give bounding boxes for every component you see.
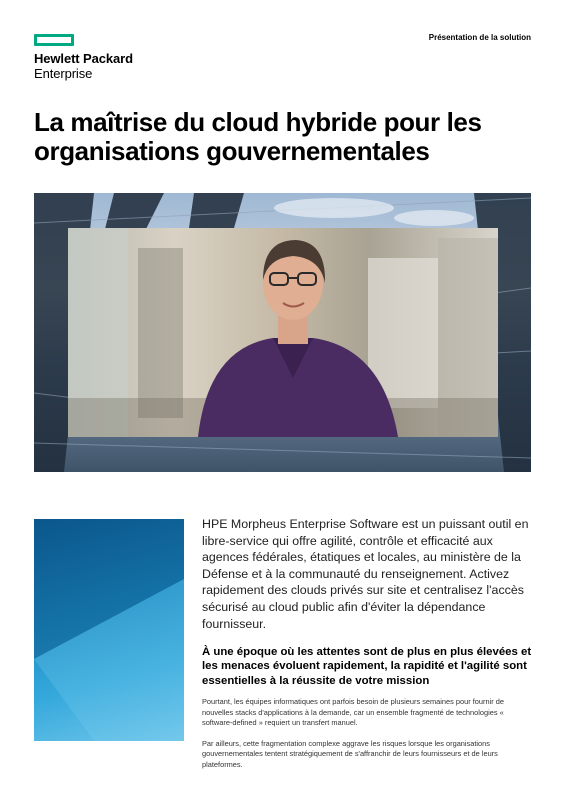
portrait-photo-icon [68, 228, 498, 437]
lead-paragraph: HPE Morpheus Enterprise Software est un puissant outil en libre-service qui offre agilité, contrôle et efficacité aux agences fédérales, étatiques et locales, au ministère de la Défense et à la communauté du renseignement. Activez rapidement des clouds privés sur site et centralisez l'accès sécurisé au cloud public afin d'éviter la dépendance fournisseur. [202, 517, 529, 631]
hpe-element-icon [34, 34, 74, 46]
brand-line2: Enterprise [34, 66, 93, 81]
body-paragraph-1: Pourtant, les équipes informatiques ont parfois besoin de plusieurs semaines pour fournir de nouvelles stacks d'applications à la demande, car un ensemble fragmenté de technologies « software-defined » requiert un transfert manuel. [202, 697, 504, 728]
blue-gradient-graphic [34, 519, 184, 741]
main-content [202, 516, 534, 771]
decorative-blue-panel [34, 519, 184, 741]
page-title [34, 108, 534, 166]
brand-line1: Hewlett Packard [34, 51, 133, 66]
section-subheading: À une époque où les attentes sont de plus en plus élevées et les menaces évoluent rapidement, la rapidité et l'agilité sont essentielles à la réussite de votre mission [202, 646, 532, 687]
document-type-label: Présentation de la solution [428, 33, 531, 42]
hpe-logo [34, 34, 133, 81]
body-paragraph-2: Par ailleurs, cette fragmentation complexe aggrave les risques lorsque les organisations gouvernementales tentent stratégiquement de s'affranchir de leurs fournisseurs et de leurs plateformes. [202, 738, 498, 770]
portrait-photo [68, 228, 498, 437]
hero-image [34, 193, 531, 472]
title-line2: organisations gouvernementales [34, 136, 430, 166]
title-line1: La maîtrise du cloud hybride pour les [34, 107, 482, 137]
